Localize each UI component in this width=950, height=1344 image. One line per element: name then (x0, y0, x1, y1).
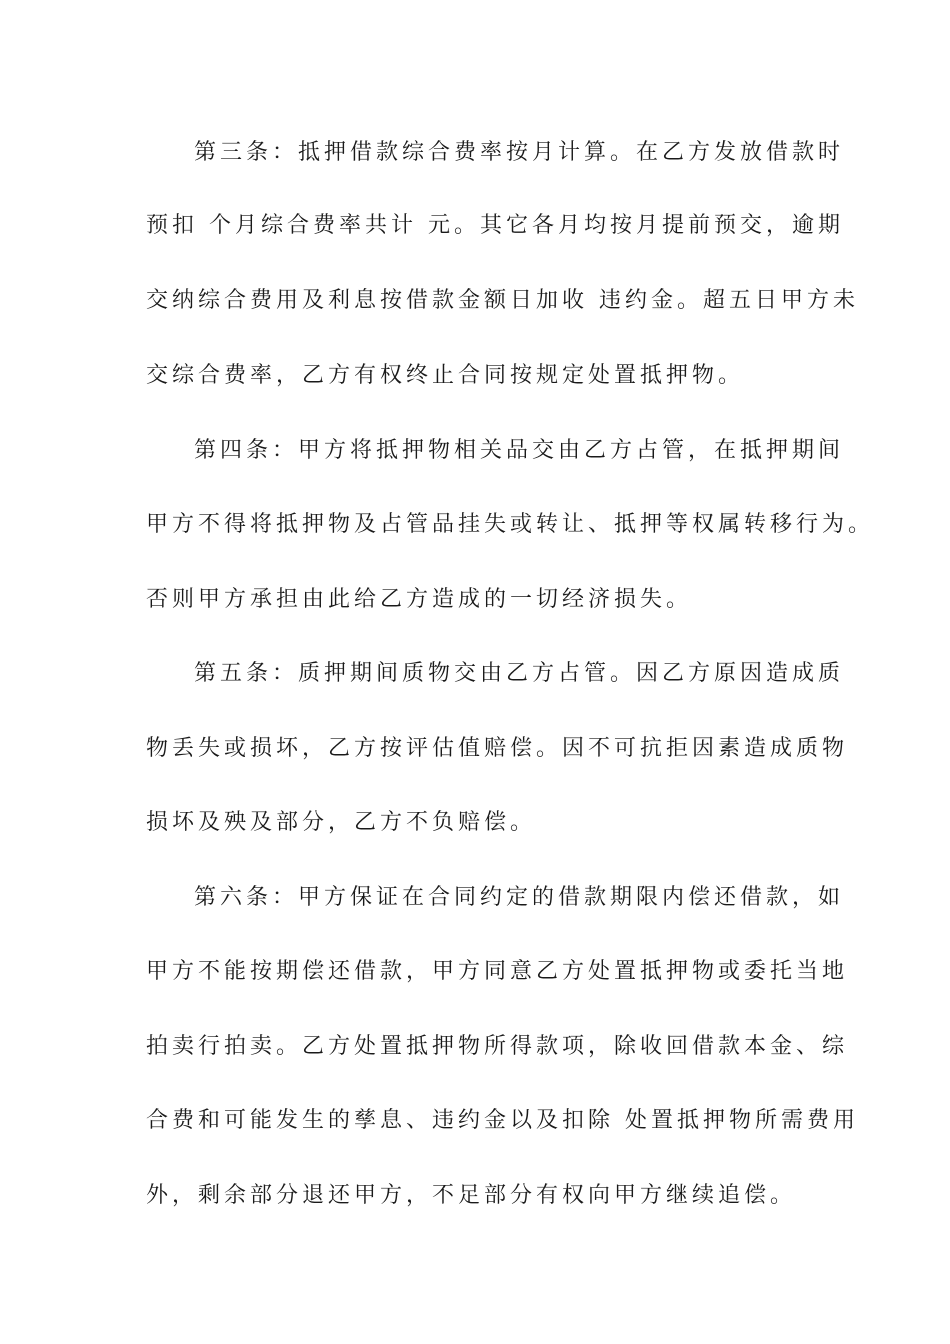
article-6-line-2: 甲方不能按期偿还借款，甲方同意乙方处置抵押物或委托当地 (146, 959, 849, 984)
article-4-line-3: 否则甲方承担由此给乙方造成的一切经济损失。 (146, 587, 693, 612)
article-5-line-2: 物丢失或损坏，乙方按评估值赔偿。因不可抗拒因素造成质物 (146, 736, 849, 761)
article-3-line-2: 预扣 个月综合费率共计 元。其它各月均按月提前预交，逾期 (146, 213, 844, 238)
article-6-line-4: 合费和可能发生的孳息、违约金以及扣除 处置抵押物所需费用 (146, 1108, 859, 1133)
article-3-line-1: 第三条：抵押借款综合费率按月计算。在乙方发放借款时 (194, 140, 845, 165)
article-5-line-3: 损坏及殃及部分，乙方不负赔偿。 (146, 810, 537, 835)
article-6-line-5: 外，剩余部分退还甲方，不足部分有权向甲方继续追偿。 (146, 1183, 797, 1208)
article-3-line-3: 交纳综合费用及利息按借款金额日加收 违约金。超五日甲方未 (146, 288, 859, 313)
article-6-line-3: 拍卖行拍卖。乙方处置抵押物所得款项，除收回借款本金、综 (146, 1034, 849, 1059)
article-3-line-4: 交综合费率，乙方有权终止合同按规定处置抵押物。 (146, 363, 745, 388)
article-5-line-1: 第五条：质押期间质物交由乙方占管。因乙方原因造成质 (194, 661, 845, 686)
article-4-line-2: 甲方不得将抵押物及占管品挂失或转让、抵押等权属转移行为。 (146, 512, 875, 537)
article-4-line-1: 第四条：甲方将抵押物相关品交由乙方占管，在抵押期间 (194, 438, 845, 463)
article-6-line-1: 第六条：甲方保证在合同约定的借款期限内偿还借款，如 (194, 885, 845, 910)
